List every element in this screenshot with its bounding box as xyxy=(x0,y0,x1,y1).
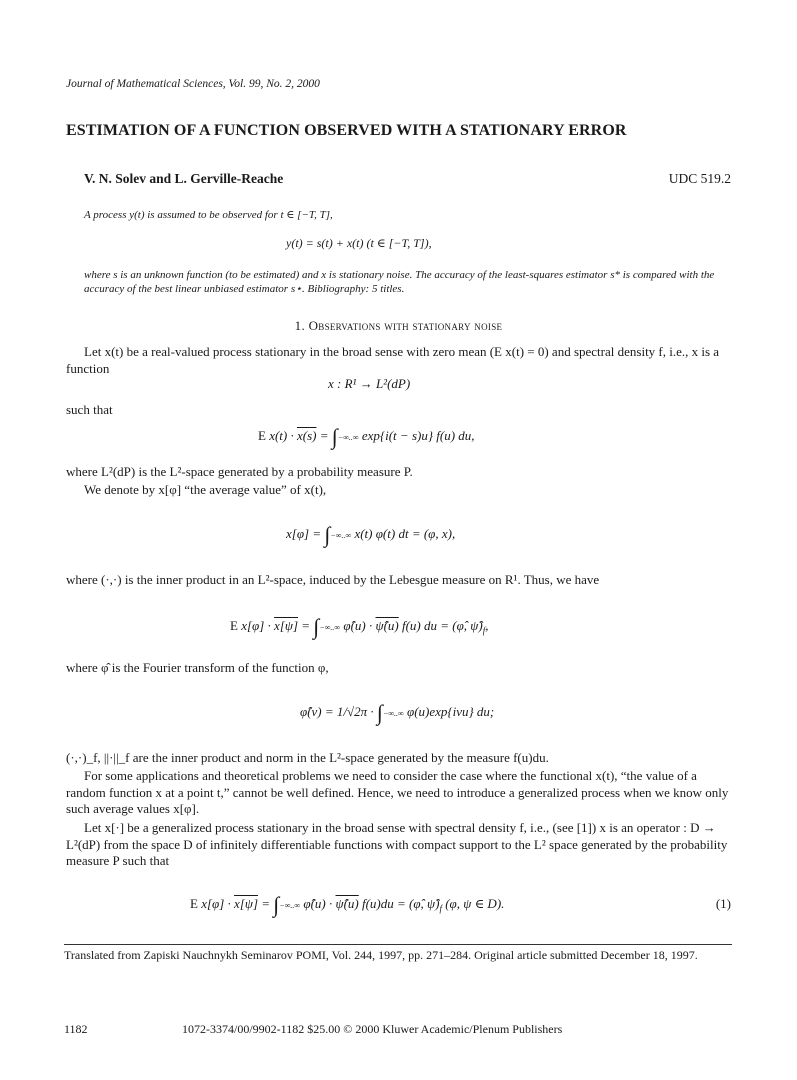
paragraph-2: such that xyxy=(66,402,113,417)
abstract-body: where s is an unknown function (to be estimated) and x is stationary noise. The accuracy of the least-squares estimator s* is compared with the accuracy of the best linear unbiased estimator s⋆. Bibliography: 5 titles. xyxy=(84,269,715,295)
footnote: Translated from Zapiski Nauchnykh Seminarov POMI, Vol. 244, 1997, pp. 271–284. Original article submitted December 18, 1997. xyxy=(64,948,698,962)
equation-covariance: E x(t) · x(s) = ∫−∞..∞ exp{i(t − s)u} f(u) du, xyxy=(258,424,475,449)
section-heading: 1. Observations with stationary noise xyxy=(294,318,503,333)
paragraph-4: We denote by x[φ] “the average value” of x(t), xyxy=(84,482,327,497)
equation-average-value: x[φ] = ∫−∞..∞ x(t) φ(t) dt = (φ, x), xyxy=(286,522,456,547)
footnote-divider xyxy=(64,944,732,945)
publisher-line: 1072-3374/00/9902-1182 $25.00 © 2000 Kluwer Academic/Plenum Publishers xyxy=(182,1022,563,1036)
paragraph-9: Let x[·] be a generalized process stationary in the broad sense with spectral density f, i.e., (see [1]) x is an operator : D → L²(dP) from the space D of infinitely differentiable functions with compact support to the L² space generated by the probability measure P such that xyxy=(66,820,728,868)
equation-number: (1) xyxy=(715,896,731,911)
paragraph-1: Let x(t) be a real-valued process stationary in the broad sense with zero mean (E x(t) = 0) and spectral density f, i.e., x is a function xyxy=(66,344,720,376)
abstract-line-1: A process y(t) is assumed to be observed for t ∈ [−T, T], xyxy=(84,209,333,221)
equation-1: E x[φ] · x[ψ] = ∫−∞..∞ φ̂(u) · ψ̂(u) f(u)du = (φ̂, $\psî)_f$ (φ, ψ ∈ D). xyxy=(190,892,505,917)
journal-header: Journal of Mathematical Sciences, Vol. 99, No. 2, 2000 xyxy=(66,78,320,90)
paragraph-7: (·,·)_f, ||·||_f are the inner product and norm in the L²-space generated by the measure f(u)du. xyxy=(66,750,549,765)
udc-code: UDC 519.2 xyxy=(668,171,731,186)
abstract-equation: y(t) = s(t) + x(t) (t ∈ [−T, T]), xyxy=(286,236,432,250)
paragraph-3: where L²(dP) is the L²-space generated by a probability measure P. xyxy=(66,464,413,479)
authors: V. N. Solev and L. Gerville-Reache xyxy=(84,171,284,186)
page-number: 1182 xyxy=(64,1022,88,1036)
paper-title: ESTIMATION OF A FUNCTION OBSERVED WITH A STATIONARY ERROR xyxy=(66,122,627,139)
equation-map: x : R¹ → L²(dP) xyxy=(328,376,411,391)
equation-fourier: φ̂(v) = 1/√2π · ∫−∞..∞ φ(u)exp{ivu} du; xyxy=(300,700,495,725)
equation-inner-product: E x[φ] · x[ψ] = ∫−∞..∞ φ̂(u) · ψ̂(u) f(u) du = (φ̂, $\psî)_f$, xyxy=(230,614,489,639)
paragraph-5: where (·,·) is the inner product in an L²-space, induced by the Lebesgue measure on R¹. Thus, we have xyxy=(66,572,600,587)
paragraph-8: For some applications and theoretical problems we need to consider the case where the functional x(t), “the value of a random function x at a point t,” cannot be well defined. Hence, we need to introduce a generalized process when we know only such average values x[φ]. xyxy=(66,768,729,816)
paragraph-6: where φ̂ is the Fourier transform of the function φ, xyxy=(66,660,329,675)
